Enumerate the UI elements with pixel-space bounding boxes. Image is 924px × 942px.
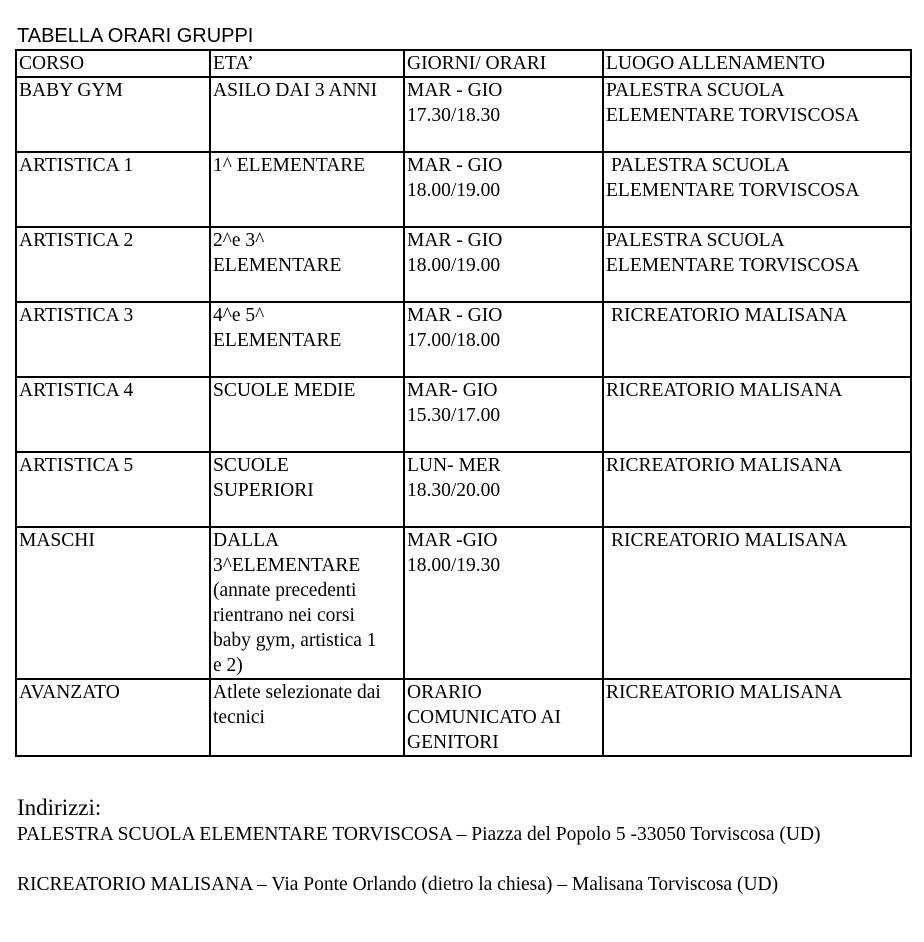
cell-eta: Atlete selezionate dai tecnici <box>210 679 404 756</box>
cell-orari: LUN- MER 18.30/20.00 <box>404 452 603 527</box>
header-cell-luogo: LUOGO ALLENAMENTO <box>603 50 911 77</box>
cell-orari: MAR - GIO 18.00/19.00 <box>404 152 603 227</box>
cell-orari: MAR - GIO 18.00/19.00 <box>404 227 603 302</box>
cell-orari: MAR -GIO 18.00/19.30 <box>404 527 603 679</box>
cell-corso: MASCHI <box>16 527 210 679</box>
table-row-artistica-5 <box>16 452 911 527</box>
cell-luogo: RICREATORIO MALISANA <box>603 377 911 452</box>
table-row-artistica-2 <box>16 227 911 302</box>
table-row-artistica-4 <box>16 377 911 452</box>
header-cell-corso: CORSO <box>16 50 210 77</box>
address-spacer <box>17 847 907 872</box>
document-title: TABELLA ORARI GRUPPI <box>17 25 254 47</box>
cell-eta: SCUOLE SUPERIORI <box>210 452 404 527</box>
table-row-avanzato <box>16 679 911 756</box>
table-row-artistica-1 <box>16 152 911 227</box>
table-row-maschi <box>16 527 911 679</box>
cell-luogo: RICREATORIO MALISANA <box>603 452 911 527</box>
cell-luogo: RICREATORIO MALISANA <box>603 527 911 679</box>
cell-luogo: RICREATORIO MALISANA <box>603 679 911 756</box>
cell-corso: ARTISTICA 5 <box>16 452 210 527</box>
header-cell-eta: ETA’ <box>210 50 404 77</box>
addresses-heading: Indirizzi: <box>17 795 102 820</box>
cell-orari: MAR - GIO 17.00/18.00 <box>404 302 603 377</box>
cell-eta: ASILO DAI 3 ANNI <box>210 77 404 152</box>
cell-corso: ARTISTICA 2 <box>16 227 210 302</box>
schedule-table <box>15 49 912 757</box>
table-header-row <box>16 50 911 77</box>
addresses-section <box>17 794 907 897</box>
table-row-baby-gym <box>16 77 911 152</box>
cell-corso: AVANZATO <box>16 679 210 756</box>
cell-luogo: PALESTRA SCUOLA ELEMENTARE TORVISCOSA <box>603 227 911 302</box>
address-ricreatorio: RICREATORIO MALISANA – Via Ponte Orlando (dietro la chiesa) – Malisana Torviscosa (UD) <box>17 874 779 895</box>
cell-luogo: PALESTRA SCUOLA ELEMENTARE TORVISCOSA <box>603 152 911 227</box>
header-cell-orari: GIORNI/ ORARI <box>404 50 603 77</box>
cell-orari: ORARIO COMUNICATO AI GENITORI <box>404 679 603 756</box>
cell-orari: MAR - GIO 17.30/18.30 <box>404 77 603 152</box>
cell-luogo: RICREATORIO MALISANA <box>603 302 911 377</box>
cell-eta: DALLA 3^ELEMENTARE (annate precedenti rientrano nei corsi baby gym, artistica 1 e 2) <box>210 527 404 679</box>
cell-orari: MAR- GIO 15.30/17.00 <box>404 377 603 452</box>
cell-corso: ARTISTICA 1 <box>16 152 210 227</box>
cell-eta: SCUOLE MEDIE <box>210 377 404 452</box>
address-palestra: PALESTRA SCUOLA ELEMENTARE TORVISCOSA – Piazza del Popolo 5 -33050 Torviscosa (UD) <box>17 824 821 845</box>
cell-luogo: PALESTRA SCUOLA ELEMENTARE TORVISCOSA <box>603 77 911 152</box>
cell-corso: ARTISTICA 3 <box>16 302 210 377</box>
cell-eta: 2^e 3^ ELEMENTARE <box>210 227 404 302</box>
cell-corso: BABY GYM <box>16 77 210 152</box>
cell-eta: 4^e 5^ ELEMENTARE <box>210 302 404 377</box>
cell-corso: ARTISTICA 4 <box>16 377 210 452</box>
cell-eta: 1^ ELEMENTARE <box>210 152 404 227</box>
table-row-artistica-3 <box>16 302 911 377</box>
